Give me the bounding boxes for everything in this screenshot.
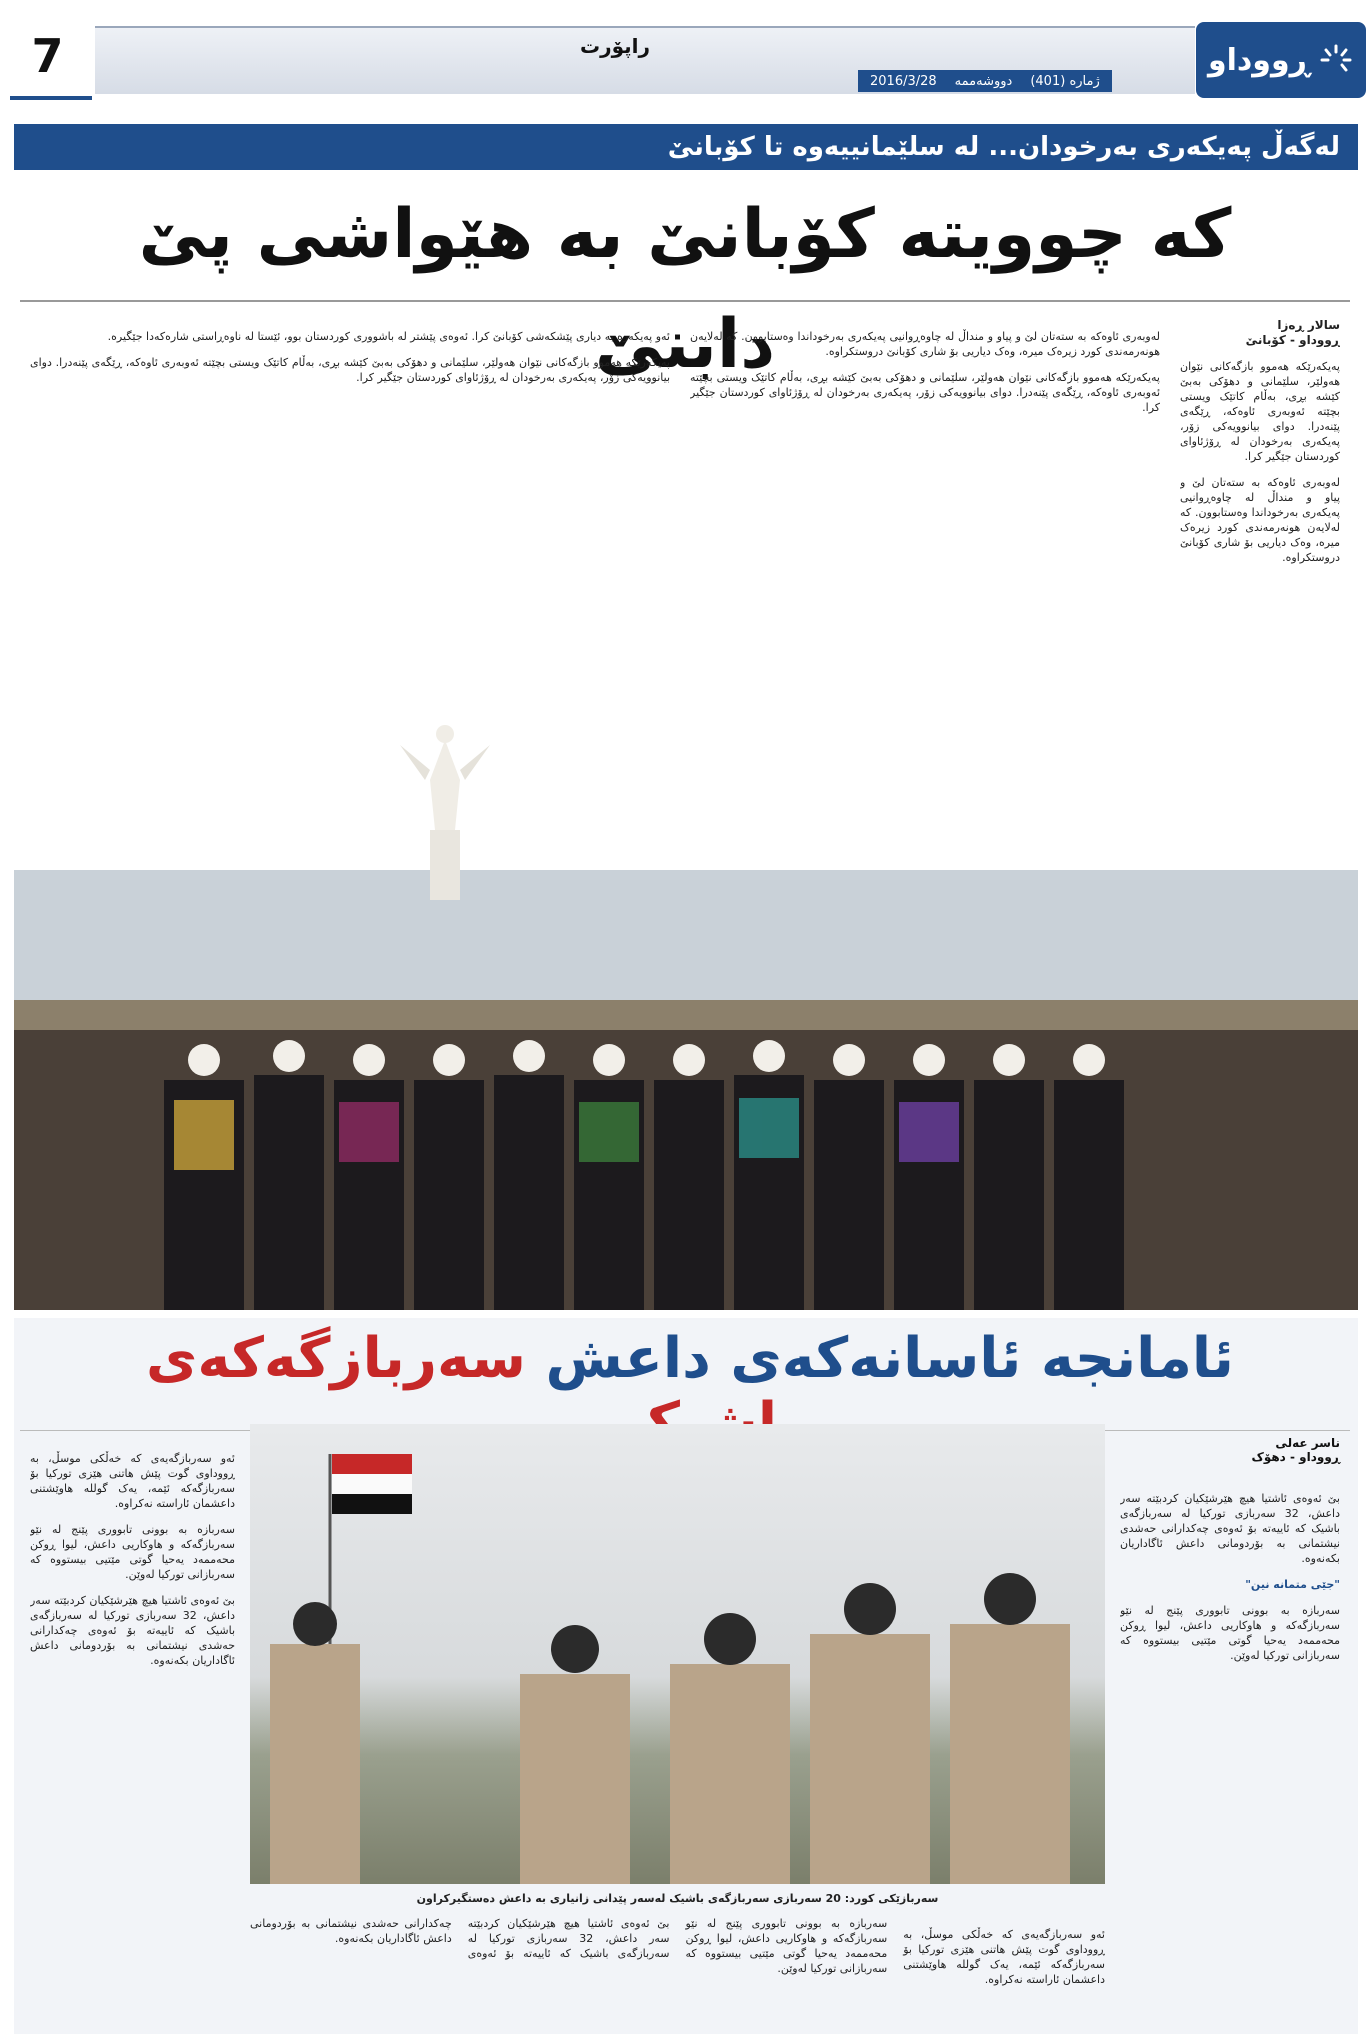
issue-number: ژمارە (401) (1030, 73, 1100, 89)
story2-column-right (1120, 1480, 1340, 2020)
story2-column-left (30, 1440, 235, 2020)
story2-photo (250, 1424, 1105, 1884)
story1-paragraph: لەوبەری ئاوەکە بە ستەتان لێ و پیاو و منداڵ لە چاوەڕوانیی پەیکەری بەرخوداندا وەستابوون. کە لەلایەن هونەرمەندی کورد زیرەک میرە، وەک دیاریی بۆ شاری کۆبانێ دروستکراوە. (1180, 476, 1340, 564)
pull-quote: "جێی متمانە نین" (1245, 1578, 1340, 1591)
story2-paragraph: بێ ئەوەی ئاشتیا هیچ هێرشێکیان کردبێتە سەر داعش، 32 سەربازی تورکیا لە سەربازگەی باشیک کە ئاییەتە بۆ ئەوەی چەکدارانی حەشدی نیشتمانی بە بۆردومانی داعش ئاگاداریان بکەنەوە. (30, 1594, 235, 1667)
story2-caption: سەربازێکی کورد: 20 سەربازی سەربازگەی باشیک لەسەر پێدانی زانیاری بە داعش دەستگیرکراون (416, 1892, 939, 1905)
issue-meta (858, 70, 1112, 92)
story2-byline-place: ڕووداو - دهۆک (1251, 1450, 1340, 1464)
story1-column-3 (30, 318, 670, 878)
story1-paragraph: پەیکەرێکە هەموو بازگەکانی نێوان هەولێر، سلێمانی و دهۆکی بەبێ کێشە بڕی، بەڵام کاتێک ویستی بچێتە ئەوبەری ئاوەکە، ڕێگەی پێنەدرا. دوای بیانوویەکی زۆر، پەیکەری بەرخودان لە ڕۆژئاوای کوردستان جێگیر کرا. (1180, 360, 1340, 463)
story1-paragraph: ئەو پەیکەرە بە دیاری پێشکەشی کۆبانێ کرا. ئەوەی پێشتر لە باشووری کوردستان بوو، ئێستا لە ناوەڕاستی شارەکەدا جێگیرە. (107, 330, 670, 343)
story2-column-bottom (250, 1916, 1105, 2026)
page-number-rule (10, 96, 92, 100)
soldiers-illustration (250, 1424, 1105, 1884)
story2-headline-part2: ئامانجە ئاسانەکەی داعش (545, 1326, 1234, 1391)
story2-headline-part1: سەربازگەکەی (146, 1326, 526, 1391)
issue-weekday: دووشەممە (954, 73, 1013, 89)
logo-text: ڕووداو (1207, 42, 1311, 78)
story1-headline: کە چوویتە کۆبانێ بە هێواشی پێ دابنێ (138, 195, 1232, 384)
rudaw-logo (1196, 22, 1366, 98)
story1-paragraph: لەوبەری ئاوەکە بە ستەتان لێ و پیاو و منداڵ لە چاوەڕوانیی پەیکەری بەرخوداندا وەستابوون. کە لەلایەن هونەرمەندی کورد زیرەک میرە، وەک دیاریی بۆ شاری کۆبانێ دروستکراوە. (690, 330, 1160, 358)
story1-kicker: لەگەڵ پەیکەری بەرخودان... لە سلێمانییەوە تا کۆبانێ (667, 132, 1340, 162)
sunburst-icon (1318, 42, 1354, 78)
story1-column-2 (690, 318, 1160, 858)
page-number: 7 (31, 29, 64, 83)
story1-photo (14, 870, 1358, 1310)
story2-paragraph: بێ ئەوەی ئاشتیا هیچ هێرشێکیان کردبێتە سەر داعش، 32 سەربازی تورکیا لە سەربازگەی باشیک کە ئاییەتە بۆ ئەوەی چەکدارانی حەشدی نیشتمانی بە بۆردومانی داعش ئاگاداریان بکەنەوە. (1120, 1492, 1340, 1565)
story1-column-1 (1180, 318, 1340, 838)
story2-paragraph: ئەو سەربازگەیەی کە خەڵکی موسڵ، بە ڕووداوی گوت پێش هاتنی هێزی تورکیا بۆ سەربازگەکە ئێمە، یەک گوللە هاوێشتنی داعشمان ئاراستە نەکراوە. (903, 1928, 1105, 1986)
issue-date: 2016/3/28 (870, 73, 937, 89)
story1-paragraph: پەیکەرێکە هەموو بازگەکانی نێوان هەولێر، سلێمانی و دهۆکی بەبێ کێشە بڕی، بەڵام کاتێک ویستی بچێتە ئەوبەری ئاوەکە، ڕێگەی پێنەدرا. دوای بیانوویەکی زۆر، پەیکەری بەرخودان لە ڕۆژئاوای کوردستان جێگیر کرا. (30, 356, 670, 384)
story2-byline-name: ناسر عەلی (1275, 1436, 1340, 1450)
story2-paragraph: سەربازە بە بوونی تابووری پێنج لە نێو سەربازگەکە و هاوکاریی داعش، لیوا ڕوکن محەممەد یەحیا گوتی مێتیی بیستووە کە سەربازانی تورکیا لەوێن. (30, 1523, 235, 1581)
section-label: راپۆرت (579, 34, 651, 58)
dancers-illustration (14, 870, 1358, 1310)
story2-paragraph: ئەو سەربازگەیەی کە خەڵکی موسڵ، بە ڕووداوی گوت پێش هاتنی هێزی تورکیا بۆ سەربازگەکە ئێمە، یەک گوللە هاوێشتنی داعشمان ئاراستە نەکراوە. (30, 1452, 235, 1510)
story1-byline-name: سالار ڕەزا (1277, 318, 1340, 332)
story1-rule (20, 300, 1350, 302)
story1-paragraph: پەیکەرێکە هەموو بازگەکانی نێوان هەولێر، سلێمانی و دهۆکی بەبێ کێشە بڕی، بەڵام کاتێک ویستی بچێتە ئەوبەری ئاوەکە، ڕێگەی پێنەدرا. دوای بیانوویەکی زۆر، پەیکەری بەرخودان لە ڕۆژئاوای کوردستان جێگیر کرا. (690, 371, 1160, 414)
story2-paragraph: سەربازە بە بوونی تابووری پێنج لە نێو سەربازگەکە و هاوکاریی داعش، لیوا ڕوکن محەممەد یەحیا گوتی مێتیی بیستووە کە سەربازانی تورکیا لەوێن. (1120, 1604, 1340, 1662)
story2-byline (1120, 1436, 1340, 1464)
story1-byline-place: ڕووداو - کۆبانێ (1245, 333, 1340, 347)
statue-image (400, 720, 490, 900)
story2-paragraph: سەربازە بە بوونی تابووری پێنج لە نێو سەربازگەکە و هاوکاریی داعش، لیوا ڕوکن محەممەد یەحیا گوتی مێتیی بیستووە کە سەربازانی تورکیا لەوێن. (685, 1917, 888, 1975)
story2-paragraph: بێ ئەوەی ئاشتیا هیچ هێرشێکیان کردبێتە سەر داعش، 32 سەربازی تورکیا لە سەربازگەی باشیک کە ئاییەتە بۆ ئەوەی چەکدارانی حەشدی نیشتمانی بە بۆردومانی داعش ئاگاداریان بکەنەوە. (250, 1917, 670, 1960)
story2-headline (40, 1326, 1340, 1424)
